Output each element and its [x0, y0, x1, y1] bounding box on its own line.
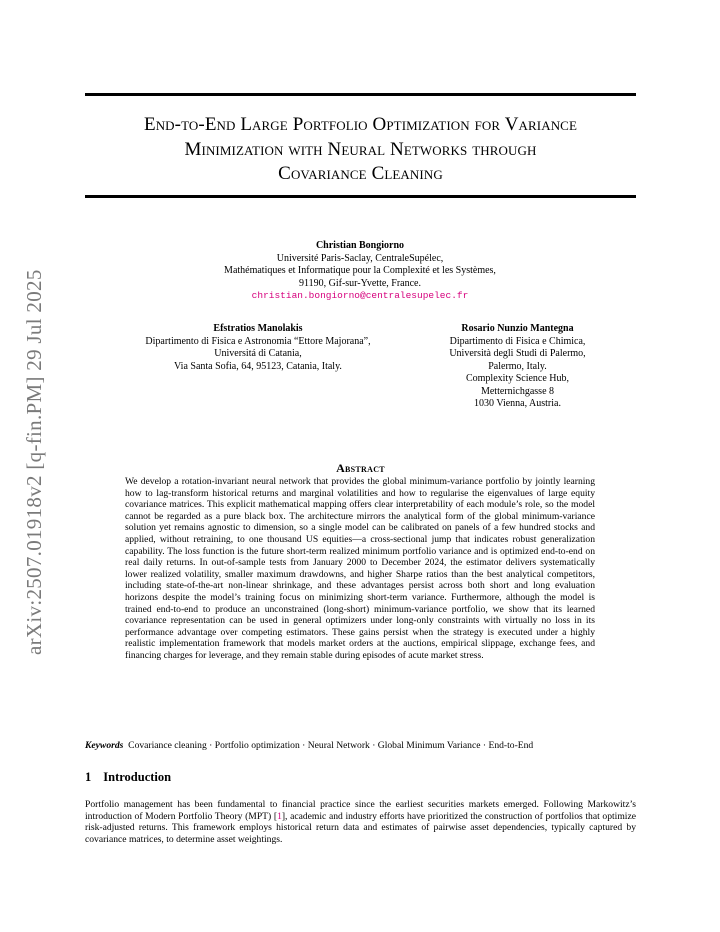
section-title: Introduction	[103, 770, 172, 784]
arxiv-stamp: arXiv:2507.01918v2 [q-fin.PM] 29 Jul 2025	[22, 269, 46, 655]
title-bottom-rule	[85, 195, 636, 198]
title-top-rule	[85, 93, 636, 96]
title-line-1: End-to-End Large Portfolio Optimization for Variance	[143, 114, 577, 135]
keywords-label: Keywords	[85, 740, 124, 751]
author-mantegna	[420, 323, 615, 411]
citation-link[interactable]: 1	[277, 810, 282, 822]
author-name: Rosario Nunzio Mantegna	[461, 323, 574, 334]
author-manolakis	[118, 323, 398, 373]
abstract-text: We develop a rotation-invariant neural network that provides the global minimum-variance portfolio by jointly learning how to lag-transform historical returns and marginal volatilities and how to regularise the eigenvalues of large equity covariance matrices. This explicit mathematical mapping offers clear interpretability of each module’s role, so the model cannot be regarded as a pure black box. The architecture mirrors the analytical form of the global minimum-variance solution yet remains agnostic to dimension, so a single model can be calibrated on panels of a few hundred stocks and applied, without retraining, to one thousand US equities—a cross-sectional jump that indicates robust generalization capability. The loss function is the future short-term realized minimum portfolio variance and is optimized end-to-end on real daily returns. In out-of-sample tests from January 2000 to December 2024, the estimator delivers systematically lower realized volatility, smaller maximum drawdowns, and higher Sharpe ratios than the best analytical competitors, including state-of-the-art non-linear shrinkage, and these advantages persist across both short and long evaluation horizons despite the model’s training focus on minimizing short-term variance. Furthermore, although the model is trained end-to-end to produce an unconstrained (long-short) minimum-variance portfolio, we show that its learned covariance representation can be used in general optimizers under long-only constraints with virtually no loss in its performance advantage over competing estimators. These gains persist when the strategy is executed under a highly realistic implementation framework that models market orders at the auctions, empirical slippage, exchange fees, and financing charges for leverage, and they remain stable during episodes of acute market stress.	[125, 476, 595, 661]
affiliation-line: Dipartimento di Fisica e Chimica,	[449, 335, 586, 347]
affiliation-line: 1030 Vienna, Austria.	[474, 398, 561, 409]
affiliation-line: Via Santa Sofia, 64, 95123, Catania, Italy.	[174, 360, 342, 372]
affiliation-line: Dipartimento di Fisica e Astronomia “Ettore Majorana”,	[145, 335, 371, 347]
affiliation-line: Université Paris-Saclay, CentraleSupélec,	[276, 252, 444, 264]
abstract-heading: Abstract	[336, 461, 385, 475]
affiliation-line: 91190, Gif-sur-Yvette, France.	[298, 277, 421, 289]
affiliation-line: Complexity Science Hub,	[465, 373, 570, 384]
title-line-3: Covariance Cleaning	[278, 163, 443, 184]
author-bongiorno	[160, 240, 560, 303]
author-name: Efstratios Manolakis	[213, 323, 303, 334]
paper-title	[85, 113, 636, 187]
affiliation-line: Palermo, Italy.	[488, 360, 547, 372]
title-line-2: Minimization with Neural Networks through	[184, 138, 537, 160]
author-name: Christian Bongiorno	[315, 240, 405, 251]
section-number: 1	[85, 770, 92, 784]
section-heading	[85, 770, 171, 785]
keywords	[85, 740, 645, 752]
intro-text-part: Portfolio management has been fundamental to financial practice since the earliest securities markets emerged. Following Markowitz’s introduction of Modern Portfolio Theory (MPT) [	[85, 799, 636, 822]
affiliation-line: Metternichgasse 8	[480, 385, 555, 397]
affiliation-line: Mathématiques et Informatique pour la Complexité et les Systèmes,	[224, 265, 496, 276]
author-email-link[interactable]: christian.bongiorno@centralesupelec.fr	[251, 290, 469, 301]
intro-paragraph	[85, 799, 636, 845]
affiliation-line: Università degli Studi di Palermo,	[449, 348, 586, 359]
intro-text-part: ], academic and industry efforts have prioritized the construction of portfolios that optimize risk-adjusted returns. This framework employs historical return data and estimates of pairwise asset dependencies, typically captured by covariance matrices, to determine asset weightings.	[85, 810, 636, 845]
affiliation-line: Universitá di Catania,	[214, 348, 302, 359]
keywords-list: Covariance cleaning · Portfolio optimization · Neural Network · Global Minimum Variance · End-to-End	[128, 740, 534, 751]
